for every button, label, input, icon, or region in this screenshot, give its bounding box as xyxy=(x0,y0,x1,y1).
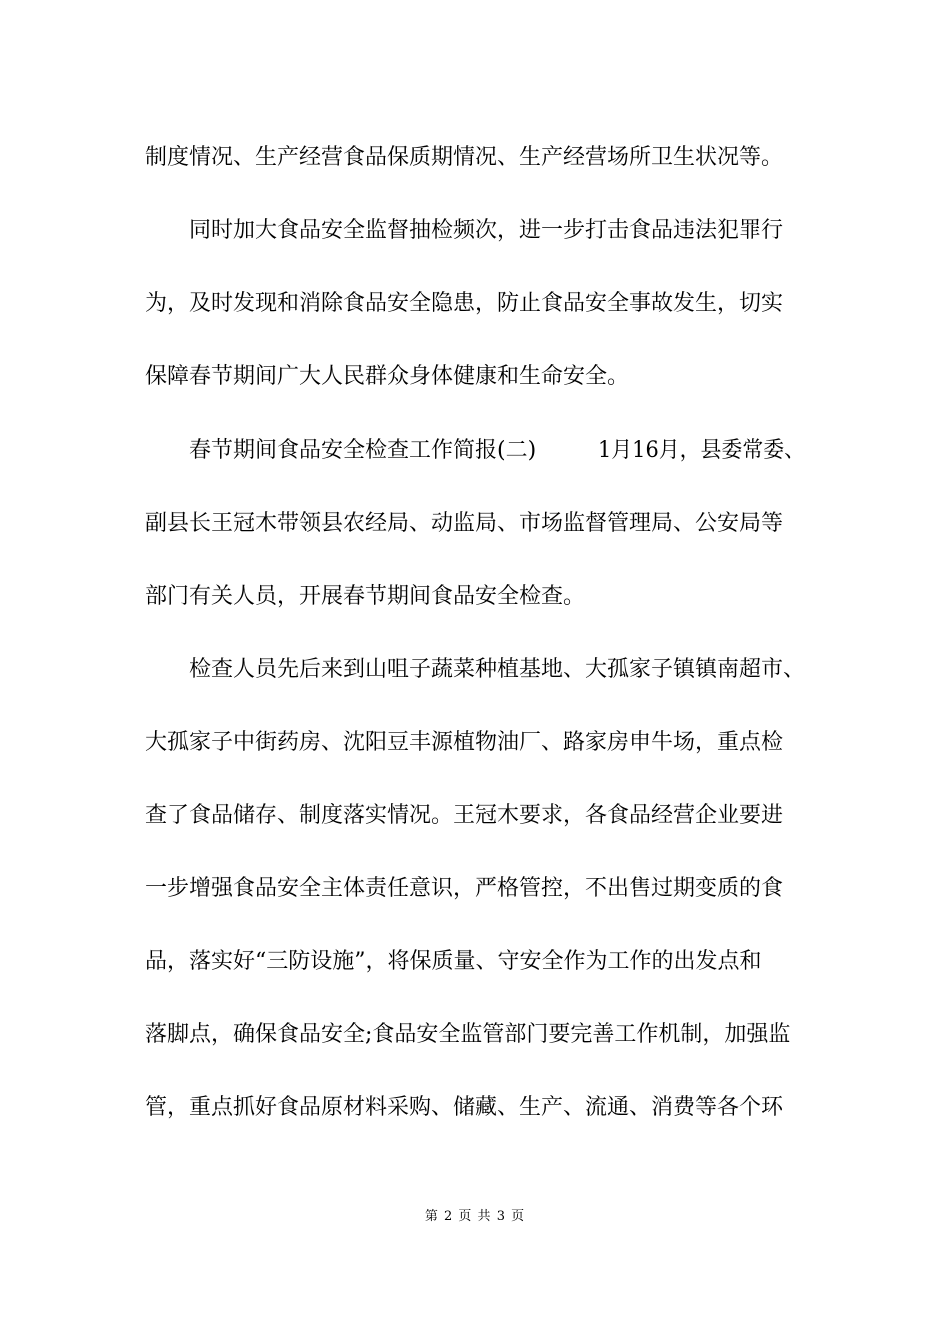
text-segment: 为，及时发现和消除食品安全隐患，防止食品安全事故发生，切实 xyxy=(145,291,784,316)
text-segment: 同时加大食品安全监督抽检频次，进一步打击食品违法犯罪行 xyxy=(189,218,784,243)
text-segment: 保障春节期间广大人民群众身体健康和生命安全。 xyxy=(145,364,630,389)
text-segment: 大孤家子中街药房、沈阳豆丰源植物油厂、路家房申牛场，重点检 xyxy=(145,730,784,755)
page-number-footer: 第 2 页 共 3 页 xyxy=(424,1209,526,1224)
text-segment: 查了食品储存、制度落实情况。王冠木要求，各食品经营企业要进 xyxy=(145,803,784,828)
text-segment: 副县长王冠木带领县农经局、动监局、市场监督管理局、公安局等 xyxy=(145,511,784,536)
text-segment: 部门有关人员，开展春节期间食品安全检查。 xyxy=(145,584,586,609)
text-segment: 检查人员先后来到山咀子蔬菜种植基地、大孤家子镇镇南超市、 xyxy=(189,657,806,682)
text-segment: 制度情况、生产经营食品保质期情况、生产经营场所卫生状况等。 xyxy=(145,145,784,170)
text-segment: 品，落实好“三防设施”，将保质量、守安全作为工作的出发点和 xyxy=(145,949,762,974)
text-segment: 落脚点，确保食品安全;食品安全监管部门要完善工作机制，加强监 xyxy=(145,1022,791,1047)
text-segment: 1月16月，县委常委、 xyxy=(598,438,805,463)
text-segment: 管，重点抓好食品原材料采购、储藏、生产、流通、消费等各个环 xyxy=(145,1095,784,1120)
text-segment: 春节期间食品安全检查工作简报(二) xyxy=(189,438,537,463)
text-segment: 一步增强食品安全主体责任意识，严格管控，不出售过期变质的食 xyxy=(145,876,784,901)
